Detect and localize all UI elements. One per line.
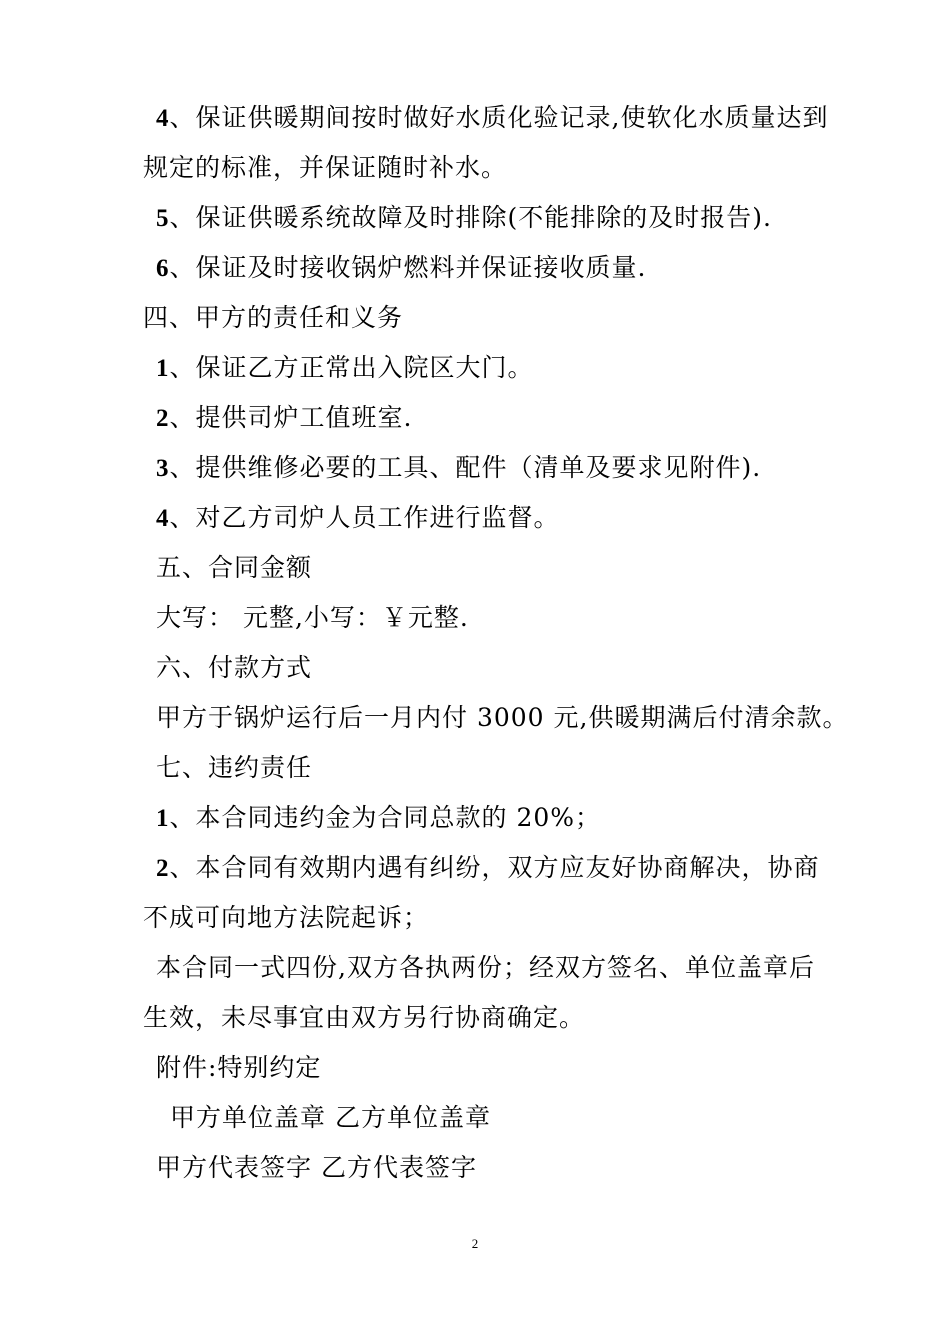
clause-text: 本合同一式四份,双方各执两份；经双方签名、单位盖章后 (156, 953, 815, 982)
clause-text: 、保证乙方正常出入院区大门。 (169, 353, 534, 382)
clause-4-4 (156, 501, 560, 536)
clause-number: 1 (156, 355, 170, 382)
clause-4-1 (156, 351, 534, 386)
clause-4-2 (156, 401, 412, 436)
signature-text: 甲方代表签字 乙方代表签字 (156, 1153, 477, 1182)
clause-3-5 (156, 201, 772, 236)
clause-number: 1 (156, 805, 170, 832)
clause-text: 、提供司炉工值班室. (169, 403, 413, 432)
section-heading-7 (156, 751, 312, 785)
section-heading-text: 五、合同金额 (156, 553, 313, 582)
copies-clause (156, 951, 815, 985)
clause-number: 6 (156, 255, 170, 282)
clause-text: 、本合同违约金为合同总款的 20%； (169, 803, 602, 832)
clause-text: 生效，未尽事宜由双方另行协商确定。 (143, 1003, 586, 1032)
clause-text: 、保证供暖期间按时做好水质化验记录,使软化水质量达到 (169, 103, 829, 132)
section-heading-6 (156, 651, 312, 685)
clause-3-6 (156, 251, 646, 286)
seal-text: 甲方单位盖章 乙方单位盖章 (170, 1103, 491, 1132)
clause-text: 、对乙方司炉人员工作进行监督。 (169, 503, 560, 532)
page-number: 2 (471, 1236, 479, 1251)
section-heading-text: 六、付款方式 (156, 653, 313, 682)
clause-number: 2 (156, 405, 170, 432)
clause-4-3 (156, 451, 761, 486)
section-heading-5 (156, 551, 312, 585)
clause-text: 不成可向地方法院起诉； (143, 903, 430, 932)
clause-7-1 (156, 801, 601, 836)
attachment-note (156, 1051, 321, 1085)
clause-text: 、本合同有效期内遇有纠纷，双方应友好协商解决，协商 (169, 853, 820, 882)
signature-line (156, 1151, 477, 1185)
section-heading-text: 四、甲方的责任和义务 (143, 303, 404, 332)
clause-number: 3 (156, 455, 170, 482)
clause-3-4-continued (143, 151, 507, 185)
payment-text: 甲方于锅炉运行后一月内付 3000 元,供暖期满后付清余款。 (156, 703, 849, 732)
clause-number: 4 (156, 505, 170, 532)
attachment-text: 附件:特别约定 (156, 1053, 322, 1082)
clause-7-2 (156, 851, 820, 886)
clause-text: 、保证及时接收锅炉燃料并保证接收质量. (169, 253, 647, 282)
clause-text: 、提供维修必要的工具、配件（清单及要求见附件). (169, 453, 762, 482)
clause-text: 、保证供暖系统故障及时排除(不能排除的及时报告). (169, 203, 772, 232)
copies-clause-continued (143, 1001, 585, 1035)
section-heading-4 (143, 301, 403, 335)
clause-3-4 (156, 101, 828, 136)
contract-amount (156, 601, 469, 635)
clause-7-2-continued (143, 901, 429, 935)
payment-terms (156, 701, 848, 735)
clause-text: 规定的标准，并保证随时补水。 (143, 153, 508, 182)
seal-line (170, 1101, 491, 1135)
clause-number: 5 (156, 205, 170, 232)
amount-text: 大写： 元整,小写：￥元整. (156, 603, 469, 632)
clause-number: 2 (156, 855, 170, 882)
clause-number: 4 (156, 105, 170, 132)
section-heading-text: 七、违约责任 (156, 753, 313, 782)
